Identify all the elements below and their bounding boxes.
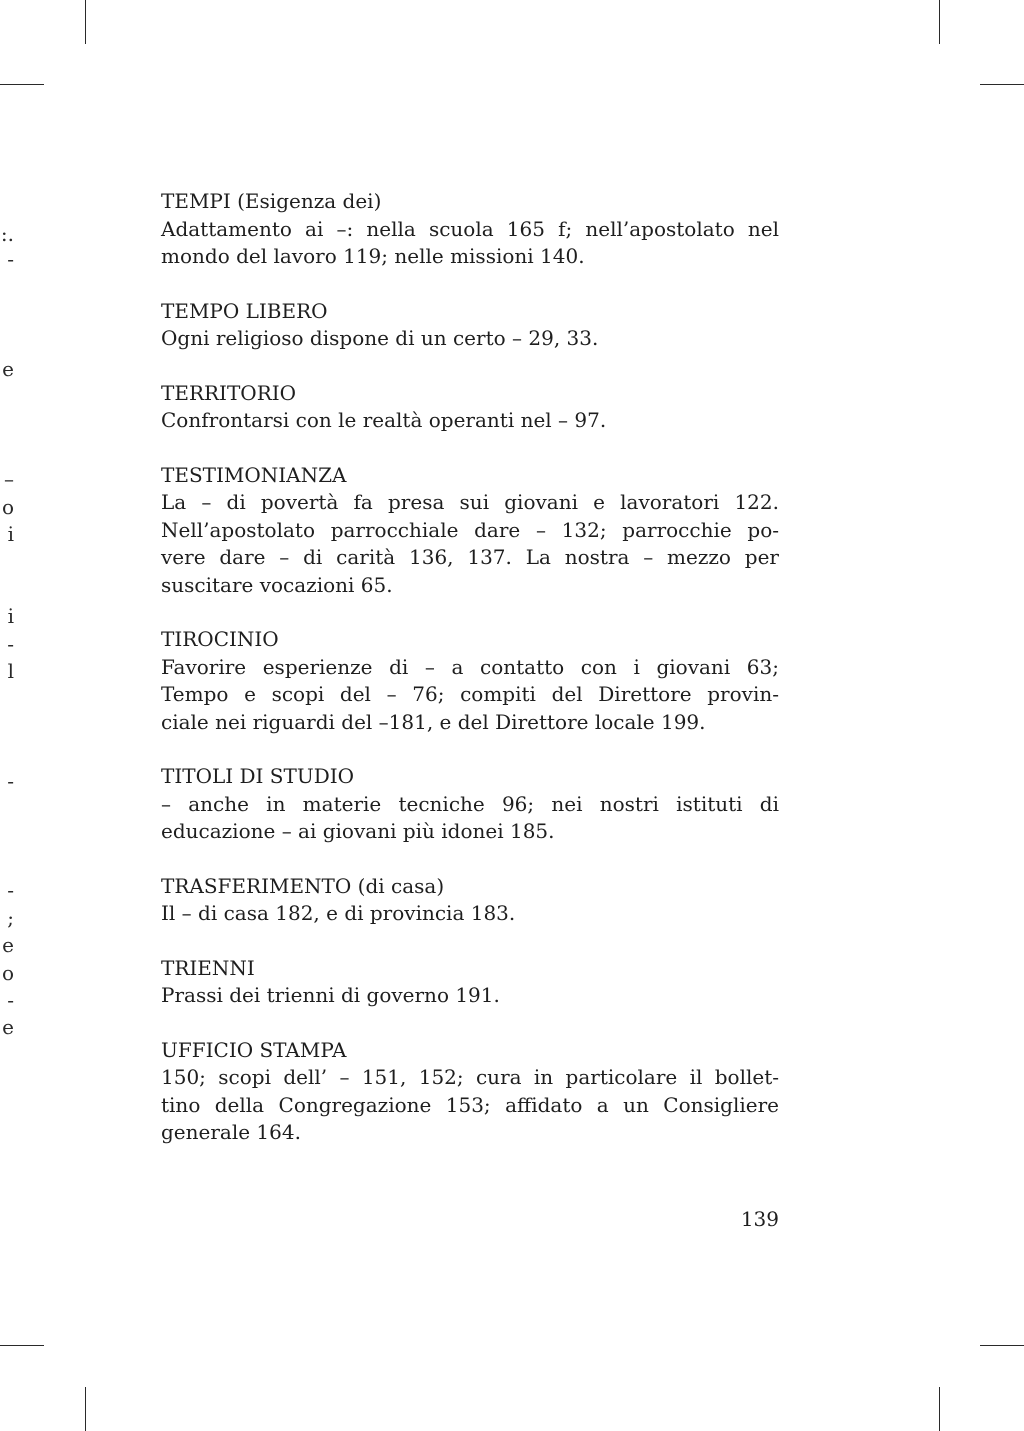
index-entry-ufficio-stampa xyxy=(161,1037,779,1147)
entry-heading: TEMPO LIBERO xyxy=(161,298,328,323)
entry-line: Confrontarsi con le realtà operanti nel – 97. xyxy=(161,408,607,432)
index-entry-testimonianza xyxy=(161,462,779,600)
entry-body xyxy=(161,1064,779,1147)
entry-heading: TITOLI DI STUDIO xyxy=(161,764,355,788)
left-page-fragment: ; xyxy=(7,906,14,930)
entry-body xyxy=(161,982,779,1010)
entry-line: vere dare – di carità 136, 137. La nostra – mezzo per xyxy=(161,545,779,569)
entry-body xyxy=(161,216,779,271)
entry-line: suscitare vocazioni 65. xyxy=(161,572,393,597)
left-page-fragment: l xyxy=(7,659,14,683)
left-page-fragment: – xyxy=(4,467,14,491)
left-page-fragment: - xyxy=(7,632,14,656)
entry-line: Nell’apostolato parrocchiale dare – 132; parrocchie po- xyxy=(161,517,779,542)
crop-mark-top-right-vertical xyxy=(939,0,940,44)
crop-mark-top-right-horizontal xyxy=(980,84,1024,85)
entry-line: 150; scopi dell’ – 151, 152; cura in particolare il bollet- xyxy=(161,1065,779,1089)
entry-line: – anche in materie tecniche 96; nei nostri istituti di xyxy=(161,791,779,816)
left-page-fragment: - xyxy=(7,878,14,902)
left-page-fragment: - xyxy=(7,247,14,271)
entry-body xyxy=(161,325,779,353)
entry-line: mondo del lavoro 119; nelle missioni 140. xyxy=(161,244,585,268)
page-number: 139 xyxy=(740,1207,779,1231)
crop-mark-bottom-right-vertical xyxy=(939,1387,940,1431)
entry-body xyxy=(161,791,779,846)
entry-heading: TERRITORIO xyxy=(161,380,297,405)
left-page-fragment: e xyxy=(2,357,14,381)
entry-heading: TRIENNI xyxy=(161,955,255,980)
entry-line: Prassi dei trienni di governo 191. xyxy=(161,983,500,1007)
entry-heading: TESTIMONIANZA xyxy=(161,462,347,487)
entry-line: tino della Congregazione 153; affidato a un Consigliere xyxy=(161,1092,779,1117)
entry-body xyxy=(161,654,779,737)
index-entry-trienni xyxy=(161,955,779,1010)
entry-heading: UFFICIO STAMPA xyxy=(161,1037,347,1062)
left-page-fragment: - xyxy=(7,988,14,1012)
index-entry-tirocinio xyxy=(161,626,779,736)
entry-body xyxy=(161,407,779,435)
left-page-fragment: - xyxy=(7,769,14,793)
index-entry-tempo-libero xyxy=(161,298,779,353)
crop-mark-bottom-left-horizontal xyxy=(0,1345,44,1346)
index-entry-tempi xyxy=(161,188,779,271)
entry-heading: TEMPI (Esigenza dei) xyxy=(161,189,382,213)
entry-body xyxy=(161,489,779,599)
entry-line: Ogni religioso dispone di un certo – 29, 33. xyxy=(161,326,599,350)
entry-line: Favorire esperienze di – a contatto con i giovani 63; xyxy=(161,654,779,679)
entry-line: Il – di casa 182, e di provincia 183. xyxy=(161,901,516,925)
left-page-fragment: i xyxy=(7,604,14,628)
crop-mark-bottom-left-vertical xyxy=(85,1387,86,1431)
left-page-fragment: :. xyxy=(0,222,14,246)
index-column xyxy=(161,188,779,1174)
crop-mark-top-left-vertical xyxy=(85,0,86,44)
entry-line: educazione – ai giovani più idonei 185. xyxy=(161,819,555,843)
entry-line: Adattamento ai –: nella scuola 165 f; nell’apostolato nel xyxy=(161,216,779,241)
left-page-fragment: e xyxy=(2,933,14,957)
entry-body xyxy=(161,900,779,928)
entry-line: La – di povertà fa presa sui giovani e lavoratori 122. xyxy=(161,490,779,514)
index-entry-titoli-di-studio xyxy=(161,763,779,846)
left-page-fragment: o xyxy=(1,961,14,985)
left-page-fragment: e xyxy=(2,1015,14,1039)
index-entry-trasferimento xyxy=(161,873,779,928)
entry-line: generale 164. xyxy=(161,1120,301,1144)
entry-line: Tempo e scopi del – 76; compiti del Direttore provin- xyxy=(161,682,779,706)
crop-mark-bottom-right-horizontal xyxy=(980,1345,1024,1346)
entry-line: ciale nei riguardi del –181, e del Direttore locale 199. xyxy=(161,709,706,734)
left-page-fragment: o xyxy=(1,495,14,519)
left-page-fragment: i xyxy=(7,522,14,546)
index-entry-territorio xyxy=(161,380,779,435)
entry-heading: TIROCINIO xyxy=(161,627,279,651)
crop-mark-top-left-horizontal xyxy=(0,84,44,85)
entry-heading: TRASFERIMENTO (di casa) xyxy=(161,873,445,898)
